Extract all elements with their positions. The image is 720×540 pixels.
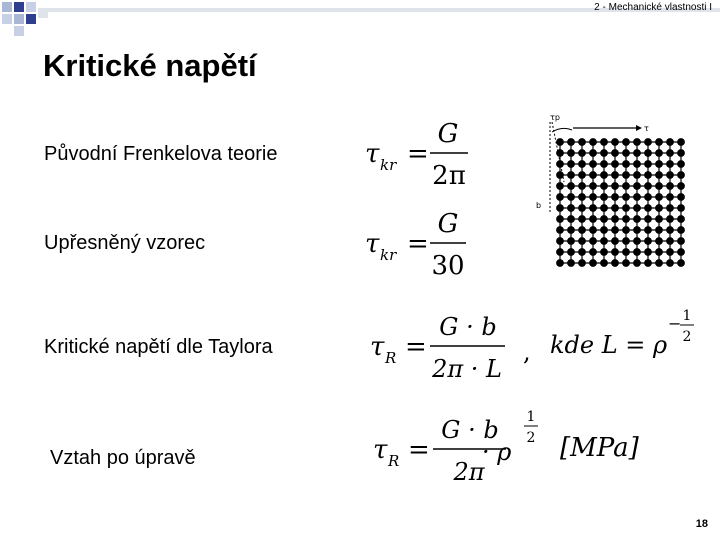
lattice-atom bbox=[623, 139, 630, 146]
lattice-atom bbox=[645, 194, 652, 201]
lattice-atom bbox=[656, 238, 663, 245]
lattice-atom bbox=[612, 183, 619, 190]
exponent-numerator: 1 bbox=[682, 308, 692, 324]
tau-symbol: τ bbox=[365, 139, 380, 169]
corner-decoration bbox=[0, 0, 60, 40]
tau-arrow-label: τ bbox=[644, 124, 649, 133]
fraction-denominator: 2π bbox=[453, 458, 485, 486]
tau-subscript: R bbox=[385, 349, 397, 367]
lattice-atom bbox=[612, 238, 619, 245]
lattice-atom bbox=[678, 205, 685, 212]
lattice-atom bbox=[667, 194, 674, 201]
fraction-denominator: 2π bbox=[432, 161, 466, 191]
kde-expression: kde L = ρ bbox=[550, 331, 668, 359]
lattice-atom bbox=[623, 205, 630, 212]
lattice-atom bbox=[645, 249, 652, 256]
lattice-atom bbox=[634, 216, 641, 223]
lattice-atom bbox=[568, 139, 575, 146]
lattice-atom bbox=[579, 183, 586, 190]
lattice-atom bbox=[557, 249, 564, 256]
lattice-atom bbox=[568, 249, 575, 256]
formula-frenkel bbox=[360, 112, 480, 192]
unit: [MPa] bbox=[560, 433, 639, 463]
tau-subscript: kr bbox=[380, 246, 397, 264]
lattice-atom bbox=[579, 139, 586, 146]
tau-p-label: τp bbox=[550, 113, 560, 122]
lattice-atom bbox=[667, 205, 674, 212]
lattice-atom bbox=[601, 227, 608, 234]
lattice-atom bbox=[568, 260, 575, 267]
lattice-atom bbox=[623, 249, 630, 256]
lattice-atom bbox=[656, 194, 663, 201]
lattice-atom bbox=[623, 161, 630, 168]
lattice-atom bbox=[667, 238, 674, 245]
lattice-atom bbox=[656, 161, 663, 168]
lattice-atom bbox=[678, 172, 685, 179]
lattice-atom bbox=[678, 260, 685, 267]
lattice-atom bbox=[667, 216, 674, 223]
lattice-atom bbox=[656, 260, 663, 267]
tau-subscript: R bbox=[388, 452, 400, 470]
lattice-atom bbox=[667, 139, 674, 146]
lattice-atom bbox=[645, 161, 652, 168]
lattice-atom bbox=[645, 205, 652, 212]
lattice-atom bbox=[579, 161, 586, 168]
lattice-atom bbox=[612, 249, 619, 256]
lattice-atom bbox=[612, 172, 619, 179]
lattice-atom bbox=[667, 183, 674, 190]
lattice-atom bbox=[656, 205, 663, 212]
lattice-atom bbox=[601, 205, 608, 212]
lattice-atom bbox=[590, 205, 597, 212]
lattice-atom bbox=[601, 161, 608, 168]
lattice-atom bbox=[612, 216, 619, 223]
lattice-atom bbox=[656, 249, 663, 256]
lattice-atom bbox=[678, 139, 685, 146]
lattice-atom bbox=[601, 139, 608, 146]
lattice-atom bbox=[634, 227, 641, 234]
lattice-atom bbox=[568, 227, 575, 234]
lattice-atom bbox=[612, 139, 619, 146]
lattice-atom bbox=[678, 216, 685, 223]
lattice-atom bbox=[557, 260, 564, 267]
label-adjusted: Vztah po úpravě bbox=[50, 447, 196, 469]
lattice-atom bbox=[623, 260, 630, 267]
lattice-atom bbox=[645, 172, 652, 179]
lattice-atom bbox=[601, 150, 608, 157]
lattice-atom bbox=[645, 183, 652, 190]
lattice-atom bbox=[678, 194, 685, 201]
lattice-atom bbox=[557, 238, 564, 245]
lattice-atom bbox=[623, 183, 630, 190]
lattice-atom bbox=[568, 172, 575, 179]
lattice-atom bbox=[557, 183, 564, 190]
lattice-atom bbox=[557, 205, 564, 212]
lattice-atom bbox=[557, 194, 564, 201]
lattice-atom bbox=[667, 150, 674, 157]
lattice-atom bbox=[590, 194, 597, 201]
exponent-numerator: 1 bbox=[526, 409, 536, 425]
lattice-atom bbox=[568, 150, 575, 157]
lattice-atom bbox=[579, 205, 586, 212]
lattice-atom bbox=[634, 205, 641, 212]
formula-refined bbox=[360, 202, 480, 282]
fraction-denominator: 2π · L bbox=[432, 355, 502, 383]
lattice-atom bbox=[667, 260, 674, 267]
lattice-atom bbox=[656, 227, 663, 234]
label-taylor: Kritické napětí dle Taylora bbox=[44, 336, 273, 358]
tau-symbol: τ bbox=[373, 435, 388, 465]
lattice-atom bbox=[557, 139, 564, 146]
dot-rho: · ρ bbox=[482, 438, 512, 466]
lattice-atom bbox=[590, 227, 597, 234]
lattice-atom bbox=[601, 183, 608, 190]
lattice-atom bbox=[568, 216, 575, 223]
lattice-atom bbox=[568, 205, 575, 212]
lattice-atom bbox=[623, 172, 630, 179]
lattice-atom bbox=[656, 139, 663, 146]
lattice-atom bbox=[590, 139, 597, 146]
lattice-atom bbox=[623, 216, 630, 223]
lattice-atom bbox=[612, 150, 619, 157]
lattice-atom bbox=[579, 238, 586, 245]
lattice-atom bbox=[579, 194, 586, 201]
lattice-atom bbox=[656, 150, 663, 157]
fraction-numerator: G bbox=[437, 119, 459, 149]
lattice-atom bbox=[612, 260, 619, 267]
header-text: 2 - Mechanické vlastnosti I bbox=[594, 2, 712, 13]
formula-taylor bbox=[365, 305, 705, 390]
lattice-atom bbox=[579, 227, 586, 234]
page-number: 18 bbox=[695, 518, 708, 530]
lattice-atom bbox=[612, 194, 619, 201]
svg-text:=: = bbox=[408, 435, 430, 465]
lattice-atom bbox=[601, 260, 608, 267]
lattice-atom bbox=[667, 161, 674, 168]
lattice-atom bbox=[678, 161, 685, 168]
lattice-atom bbox=[667, 249, 674, 256]
lattice-atom bbox=[656, 183, 663, 190]
page-title: Kritické napětí bbox=[43, 48, 257, 83]
tau-symbol: τ bbox=[365, 229, 380, 259]
lattice-atom bbox=[634, 194, 641, 201]
lattice-atom bbox=[634, 249, 641, 256]
lattice-atom bbox=[612, 227, 619, 234]
lattice-atom bbox=[656, 216, 663, 223]
crystal-lattice-figure bbox=[528, 112, 700, 278]
lattice-atom bbox=[634, 260, 641, 267]
lattice-atom bbox=[645, 238, 652, 245]
lattice-atom bbox=[678, 183, 685, 190]
lattice-atom bbox=[634, 183, 641, 190]
lattice-atom bbox=[557, 227, 564, 234]
lattice-atom bbox=[612, 205, 619, 212]
lattice-atom bbox=[678, 238, 685, 245]
lattice-atom bbox=[590, 260, 597, 267]
lattice-atom bbox=[645, 216, 652, 223]
lattice-atom bbox=[678, 249, 685, 256]
lattice-atom bbox=[678, 150, 685, 157]
lattice-atom bbox=[579, 216, 586, 223]
lattice-atom bbox=[645, 139, 652, 146]
lattice-atom bbox=[590, 249, 597, 256]
lattice-atom bbox=[590, 183, 597, 190]
tau-subscript: kr bbox=[380, 156, 397, 174]
lattice-atom bbox=[623, 238, 630, 245]
lattice-atom bbox=[656, 172, 663, 179]
lattice-atom bbox=[590, 150, 597, 157]
lattice-atom bbox=[645, 260, 652, 267]
lattice-atom bbox=[678, 227, 685, 234]
lattice-atom bbox=[645, 227, 652, 234]
lattice-atom bbox=[601, 249, 608, 256]
lattice-atom bbox=[667, 227, 674, 234]
lattice-atom bbox=[590, 161, 597, 168]
lattice-atom bbox=[634, 139, 641, 146]
fraction-numerator: G bbox=[437, 209, 459, 239]
label-refined: Upřesněný vzorec bbox=[44, 232, 206, 254]
formula-adjusted bbox=[368, 408, 668, 493]
exponent-denominator: 2 bbox=[682, 329, 692, 345]
svg-text:=: = bbox=[407, 229, 429, 259]
b-label: b bbox=[536, 201, 542, 210]
lattice-atom bbox=[579, 150, 586, 157]
label-frenkel: Původní Frenkelova teorie bbox=[44, 143, 278, 165]
lattice-atom bbox=[634, 172, 641, 179]
svg-text:=: = bbox=[407, 139, 429, 169]
fraction-numerator: G · b bbox=[441, 416, 499, 444]
exponent-denominator: 2 bbox=[526, 430, 536, 446]
lattice-atom bbox=[590, 238, 597, 245]
lattice-atom bbox=[612, 161, 619, 168]
lattice-atom bbox=[623, 150, 630, 157]
tau-symbol: τ bbox=[370, 332, 385, 362]
lattice-atom bbox=[601, 216, 608, 223]
lattice-atom bbox=[579, 260, 586, 267]
lattice-atom bbox=[568, 194, 575, 201]
exponent-sign: − bbox=[668, 314, 682, 333]
lattice-atom bbox=[590, 216, 597, 223]
lattice-atom bbox=[579, 249, 586, 256]
lattice-atom bbox=[590, 172, 597, 179]
lattice-atom bbox=[623, 227, 630, 234]
fraction-numerator: G · b bbox=[439, 313, 497, 341]
lattice-atom bbox=[568, 238, 575, 245]
lattice-atom bbox=[634, 238, 641, 245]
lattice-atom bbox=[601, 238, 608, 245]
lattice-atom bbox=[634, 150, 641, 157]
lattice-atom bbox=[557, 216, 564, 223]
comma: , bbox=[523, 338, 531, 366]
lattice-atom bbox=[601, 194, 608, 201]
lattice-atom bbox=[568, 183, 575, 190]
lattice-atom bbox=[601, 172, 608, 179]
lattice-atom bbox=[634, 161, 641, 168]
svg-text:=: = bbox=[405, 332, 427, 362]
lattice-atom bbox=[579, 172, 586, 179]
lattice-atom bbox=[667, 172, 674, 179]
lattice-atom bbox=[568, 161, 575, 168]
lattice-atom bbox=[645, 150, 652, 157]
fraction-denominator: 30 bbox=[431, 251, 465, 281]
lattice-atom bbox=[623, 194, 630, 201]
